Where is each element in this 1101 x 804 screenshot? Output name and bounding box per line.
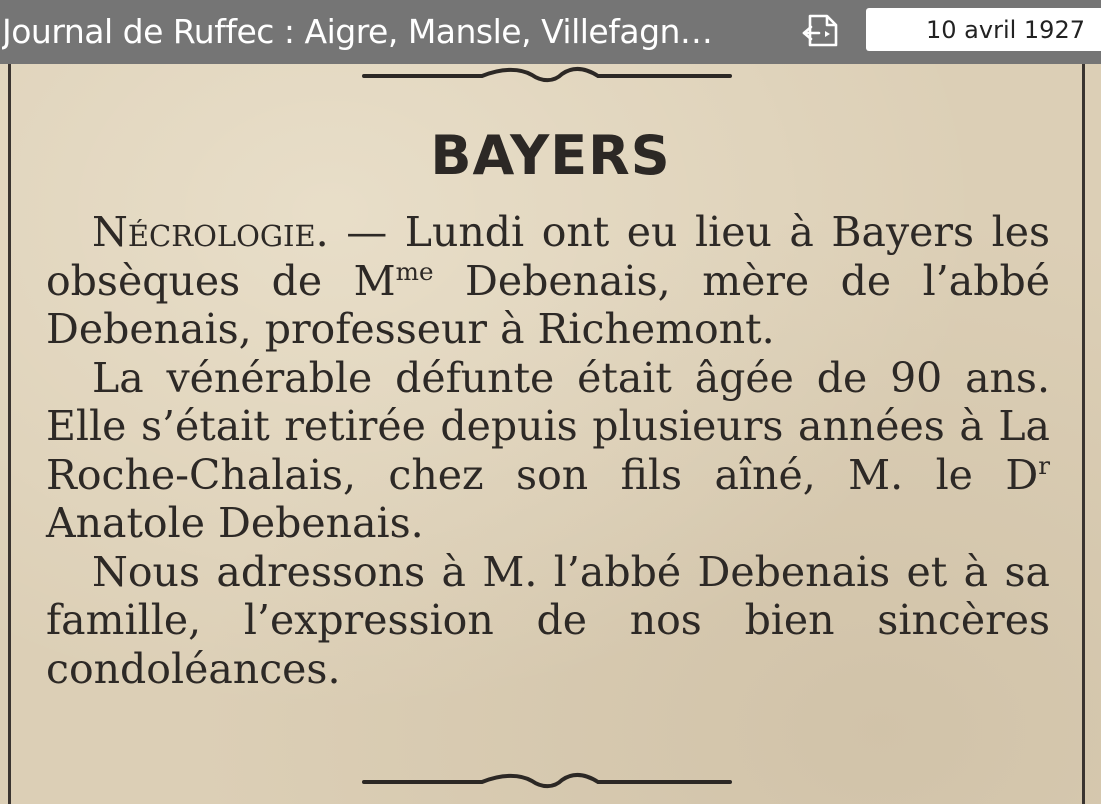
paragraph-text: Nous adressons à M. l’abbé Debenais et à sa famille, l’expression de nos bien sincères condoléances. (46, 547, 1050, 693)
article-body (46, 208, 1050, 693)
article-paragraph-1 (46, 208, 1050, 354)
article-paragraph-2 (46, 354, 1050, 548)
issue-date-selector[interactable] (866, 8, 1101, 51)
paragraph-text: — Lundi ont eu lieu à Bayers les obsèques de M (46, 208, 1050, 305)
superscript-abbrev: r (1038, 450, 1050, 480)
ornamental-divider-top (362, 64, 732, 88)
newspaper-scan (0, 64, 1101, 804)
paragraph-text: Debenais, mère de l’abbé Debenais, professeur à Richemont. (46, 256, 1051, 353)
page-view-icon (798, 7, 844, 53)
superscript-abbrev: me (395, 256, 434, 286)
section-label: Nécrologie. (92, 208, 329, 256)
paragraph-text: Anatole Debenais. (46, 499, 424, 547)
ornamental-divider-bottom (362, 770, 732, 794)
top-toolbar (0, 0, 1101, 64)
page-view-button[interactable] (798, 7, 844, 53)
issue-date: 10 avril 1927 (926, 16, 1085, 44)
article-heading: BAYERS (430, 124, 671, 187)
article-paragraph-3 (46, 548, 1050, 694)
document-title[interactable]: Journal de Ruffec : Aigre, Mansle, Villefagn… (2, 12, 713, 51)
paragraph-text: La vénérable défunte était âgée de 90 ans. Elle s’était retirée depuis plusieurs années à La Roche-Chalais, chez son fils aîné, M. le D (46, 353, 1050, 499)
